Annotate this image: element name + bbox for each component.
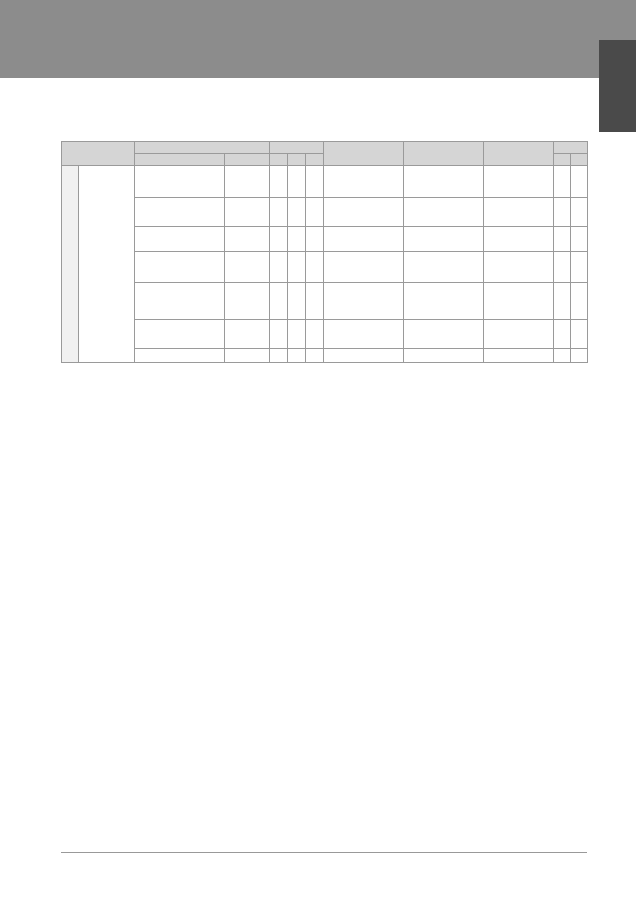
table-row (62, 227, 588, 252)
inspection-method (225, 349, 270, 363)
criteria-cell (324, 252, 404, 283)
remarks-cell (484, 166, 554, 198)
remarks-cell (484, 320, 554, 349)
scope-mark-flameproof (554, 349, 571, 363)
table-row (62, 320, 588, 349)
inspection-table-wrap (61, 141, 587, 363)
col-precise (270, 154, 288, 166)
remarks-cell (484, 252, 554, 283)
degree-mark (288, 252, 306, 283)
col-flameproof (554, 154, 571, 166)
degree-mark (288, 227, 306, 252)
header-band (0, 0, 636, 78)
inspection-item (135, 349, 225, 363)
criteria-cell (324, 283, 404, 320)
inspection-table (61, 141, 588, 363)
col-increased-safety (571, 154, 588, 166)
degree-mark (306, 320, 324, 349)
remarks-cell (484, 283, 554, 320)
degree-mark (288, 166, 306, 198)
inspection-method (225, 283, 270, 320)
scope-mark-increased-safety (571, 198, 588, 227)
col-method (225, 154, 270, 166)
table-row (62, 349, 588, 363)
scope-mark-flameproof (554, 198, 571, 227)
table-body (62, 166, 588, 363)
col-degree (270, 142, 324, 154)
degree-mark (270, 166, 288, 198)
scope-mark-increased-safety (571, 283, 588, 320)
action-cell (404, 166, 484, 198)
scope-mark-flameproof (554, 166, 571, 198)
degree-mark (270, 198, 288, 227)
col-action (404, 142, 484, 166)
col-scope (554, 142, 588, 154)
criteria-cell (324, 320, 404, 349)
section-tab[interactable] (599, 40, 636, 132)
degree-mark (270, 283, 288, 320)
inspection-method (225, 198, 270, 227)
footer-rule (61, 852, 587, 853)
col-target (62, 142, 135, 166)
remarks-cell (484, 198, 554, 227)
table-row (62, 283, 588, 320)
criteria-cell (324, 198, 404, 227)
degree-mark (288, 198, 306, 227)
col-criteria (324, 142, 404, 166)
degree-mark (306, 252, 324, 283)
action-cell (404, 283, 484, 320)
degree-mark (306, 227, 324, 252)
action-cell (404, 198, 484, 227)
degree-mark (288, 283, 306, 320)
col-visual (306, 154, 324, 166)
table-row (62, 166, 588, 198)
scope-mark-increased-safety (571, 166, 588, 198)
degree-mark (306, 349, 324, 363)
scope-mark-increased-safety (571, 320, 588, 349)
col-routine (288, 154, 306, 166)
group-label (62, 166, 79, 363)
scope-mark-increased-safety (571, 252, 588, 283)
inspection-item (135, 227, 225, 252)
remarks-cell (484, 227, 554, 252)
degree-mark (306, 166, 324, 198)
inspection-method (225, 166, 270, 198)
degree-mark (270, 320, 288, 349)
scope-mark-increased-safety (571, 227, 588, 252)
inspection-method (225, 227, 270, 252)
inspection-item (135, 283, 225, 320)
scope-mark-increased-safety (571, 349, 588, 363)
degree-mark (288, 320, 306, 349)
inspection-item (135, 320, 225, 349)
inspection-method (225, 252, 270, 283)
action-cell (404, 320, 484, 349)
action-cell (404, 349, 484, 363)
scope-mark-flameproof (554, 283, 571, 320)
scope-mark-flameproof (554, 227, 571, 252)
degree-mark (306, 198, 324, 227)
criteria-cell (324, 227, 404, 252)
inspection-item (135, 198, 225, 227)
col-inspection (135, 142, 270, 154)
criteria-cell (324, 349, 404, 363)
action-cell (404, 227, 484, 252)
degree-mark (306, 283, 324, 320)
table-row (62, 252, 588, 283)
inspection-item (135, 166, 225, 198)
table-row (62, 198, 588, 227)
degree-mark (270, 227, 288, 252)
remarks-cell (484, 349, 554, 363)
degree-mark (270, 252, 288, 283)
degree-mark (288, 349, 306, 363)
inspection-method (225, 320, 270, 349)
inspection-item (135, 252, 225, 283)
scope-mark-flameproof (554, 252, 571, 283)
col-item (135, 154, 225, 166)
scope-mark-flameproof (554, 320, 571, 349)
subgroup-label (79, 166, 135, 363)
action-cell (404, 252, 484, 283)
col-remarks (484, 142, 554, 166)
criteria-cell (324, 166, 404, 198)
degree-mark (270, 349, 288, 363)
